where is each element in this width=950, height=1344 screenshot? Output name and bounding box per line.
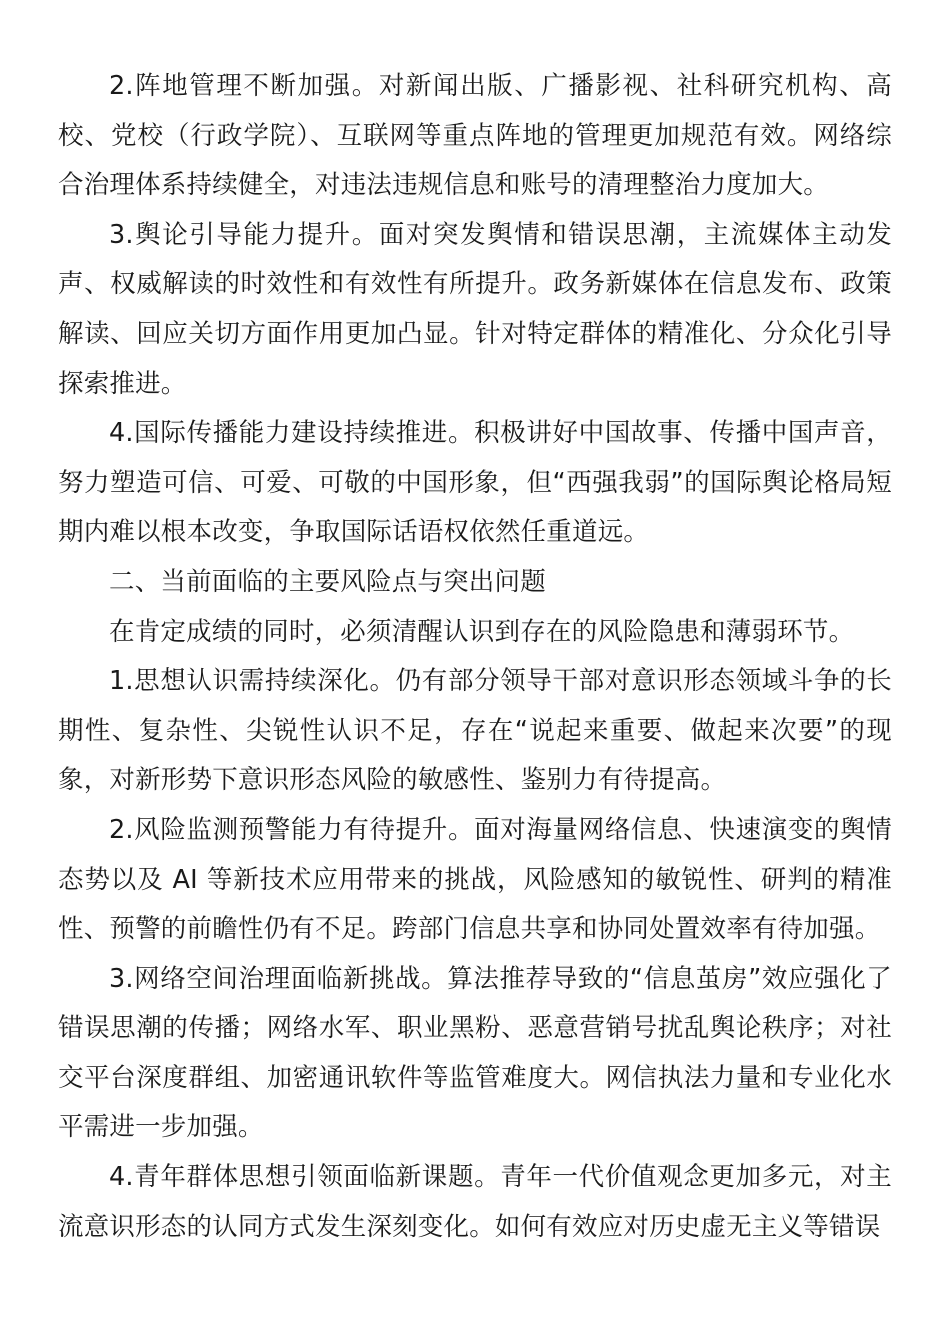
paragraph-youth-guidance: 4.青年群体思想引领面临新课题。青年一代价值观念更加多元，对主流意识形态的认同方式发生深刻变化。如何有效应对历史虚无主义等错误: [58, 1162, 892, 1242]
paragraph-cyberspace-governance: 3.网络空间治理面临新挑战。算法推荐导致的“信息茧房”效应强化了错误思潮的传播；网络水军、职业黑粉、恶意营销号扰乱舆论秩序；对社交平台深度群组、加密通讯软件等监管难度大。网信执法力量和专业化水平需进一步加强。: [58, 963, 892, 1143]
paragraph-intro-risks: 在肯定成绩的同时，必须清醒认识到存在的风险隐患和薄弱环节。: [109, 616, 855, 647]
paragraph-public-opinion-guidance: 3.舆论引导能力提升。面对突发舆情和错误思潮，主流媒体主动发声、权威解读的时效性和有效性有所提升。政务新媒体在信息发布、政策解读、回应关切方面作用更加凸显。针对特定群体的精准化、分众化引导探索推进。: [58, 219, 892, 399]
paragraph-international-communication: 4.国际传播能力建设持续推进。积极讲好中国故事、传播中国声音，努力塑造可信、可爱、可敬的中国形象，但“西强我弱”的国际舆论格局短期内难以根本改变，争取国际话语权依然任重道远。: [58, 418, 892, 548]
document-body: [58, 62, 892, 1252]
paragraph-risk-monitoring: 2.风险监测预警能力有待提升。面对海量网络信息、快速演变的舆情态势以及 AI 等新技术应用带来的挑战，风险感知的敏锐性、研判的精准性、预警的前瞻性仍有不足。跨部门信息共享和协同处置效率有待加强。: [58, 814, 892, 945]
section-heading-risks: 二、当前面临的主要风险点与突出问题: [109, 566, 546, 597]
paragraph-ideological-awareness: 1.思想认识需持续深化。仍有部分领导干部对意识形态领域斗争的长期性、复杂性、尖锐性认识不足，存在“说起来重要、做起来次要”的现象，对新形势下意识形态风险的敏感性、鉴别力有待提高。: [58, 666, 892, 796]
paragraph-position-management: 2.阵地管理不断加强。对新闻出版、广播影视、社科研究机构、高校、党校（行政学院）、互联网等重点阵地的管理更加规范有效。网络综合治理体系持续健全，对违法违规信息和账号的清理整治力度加大。: [58, 71, 892, 201]
